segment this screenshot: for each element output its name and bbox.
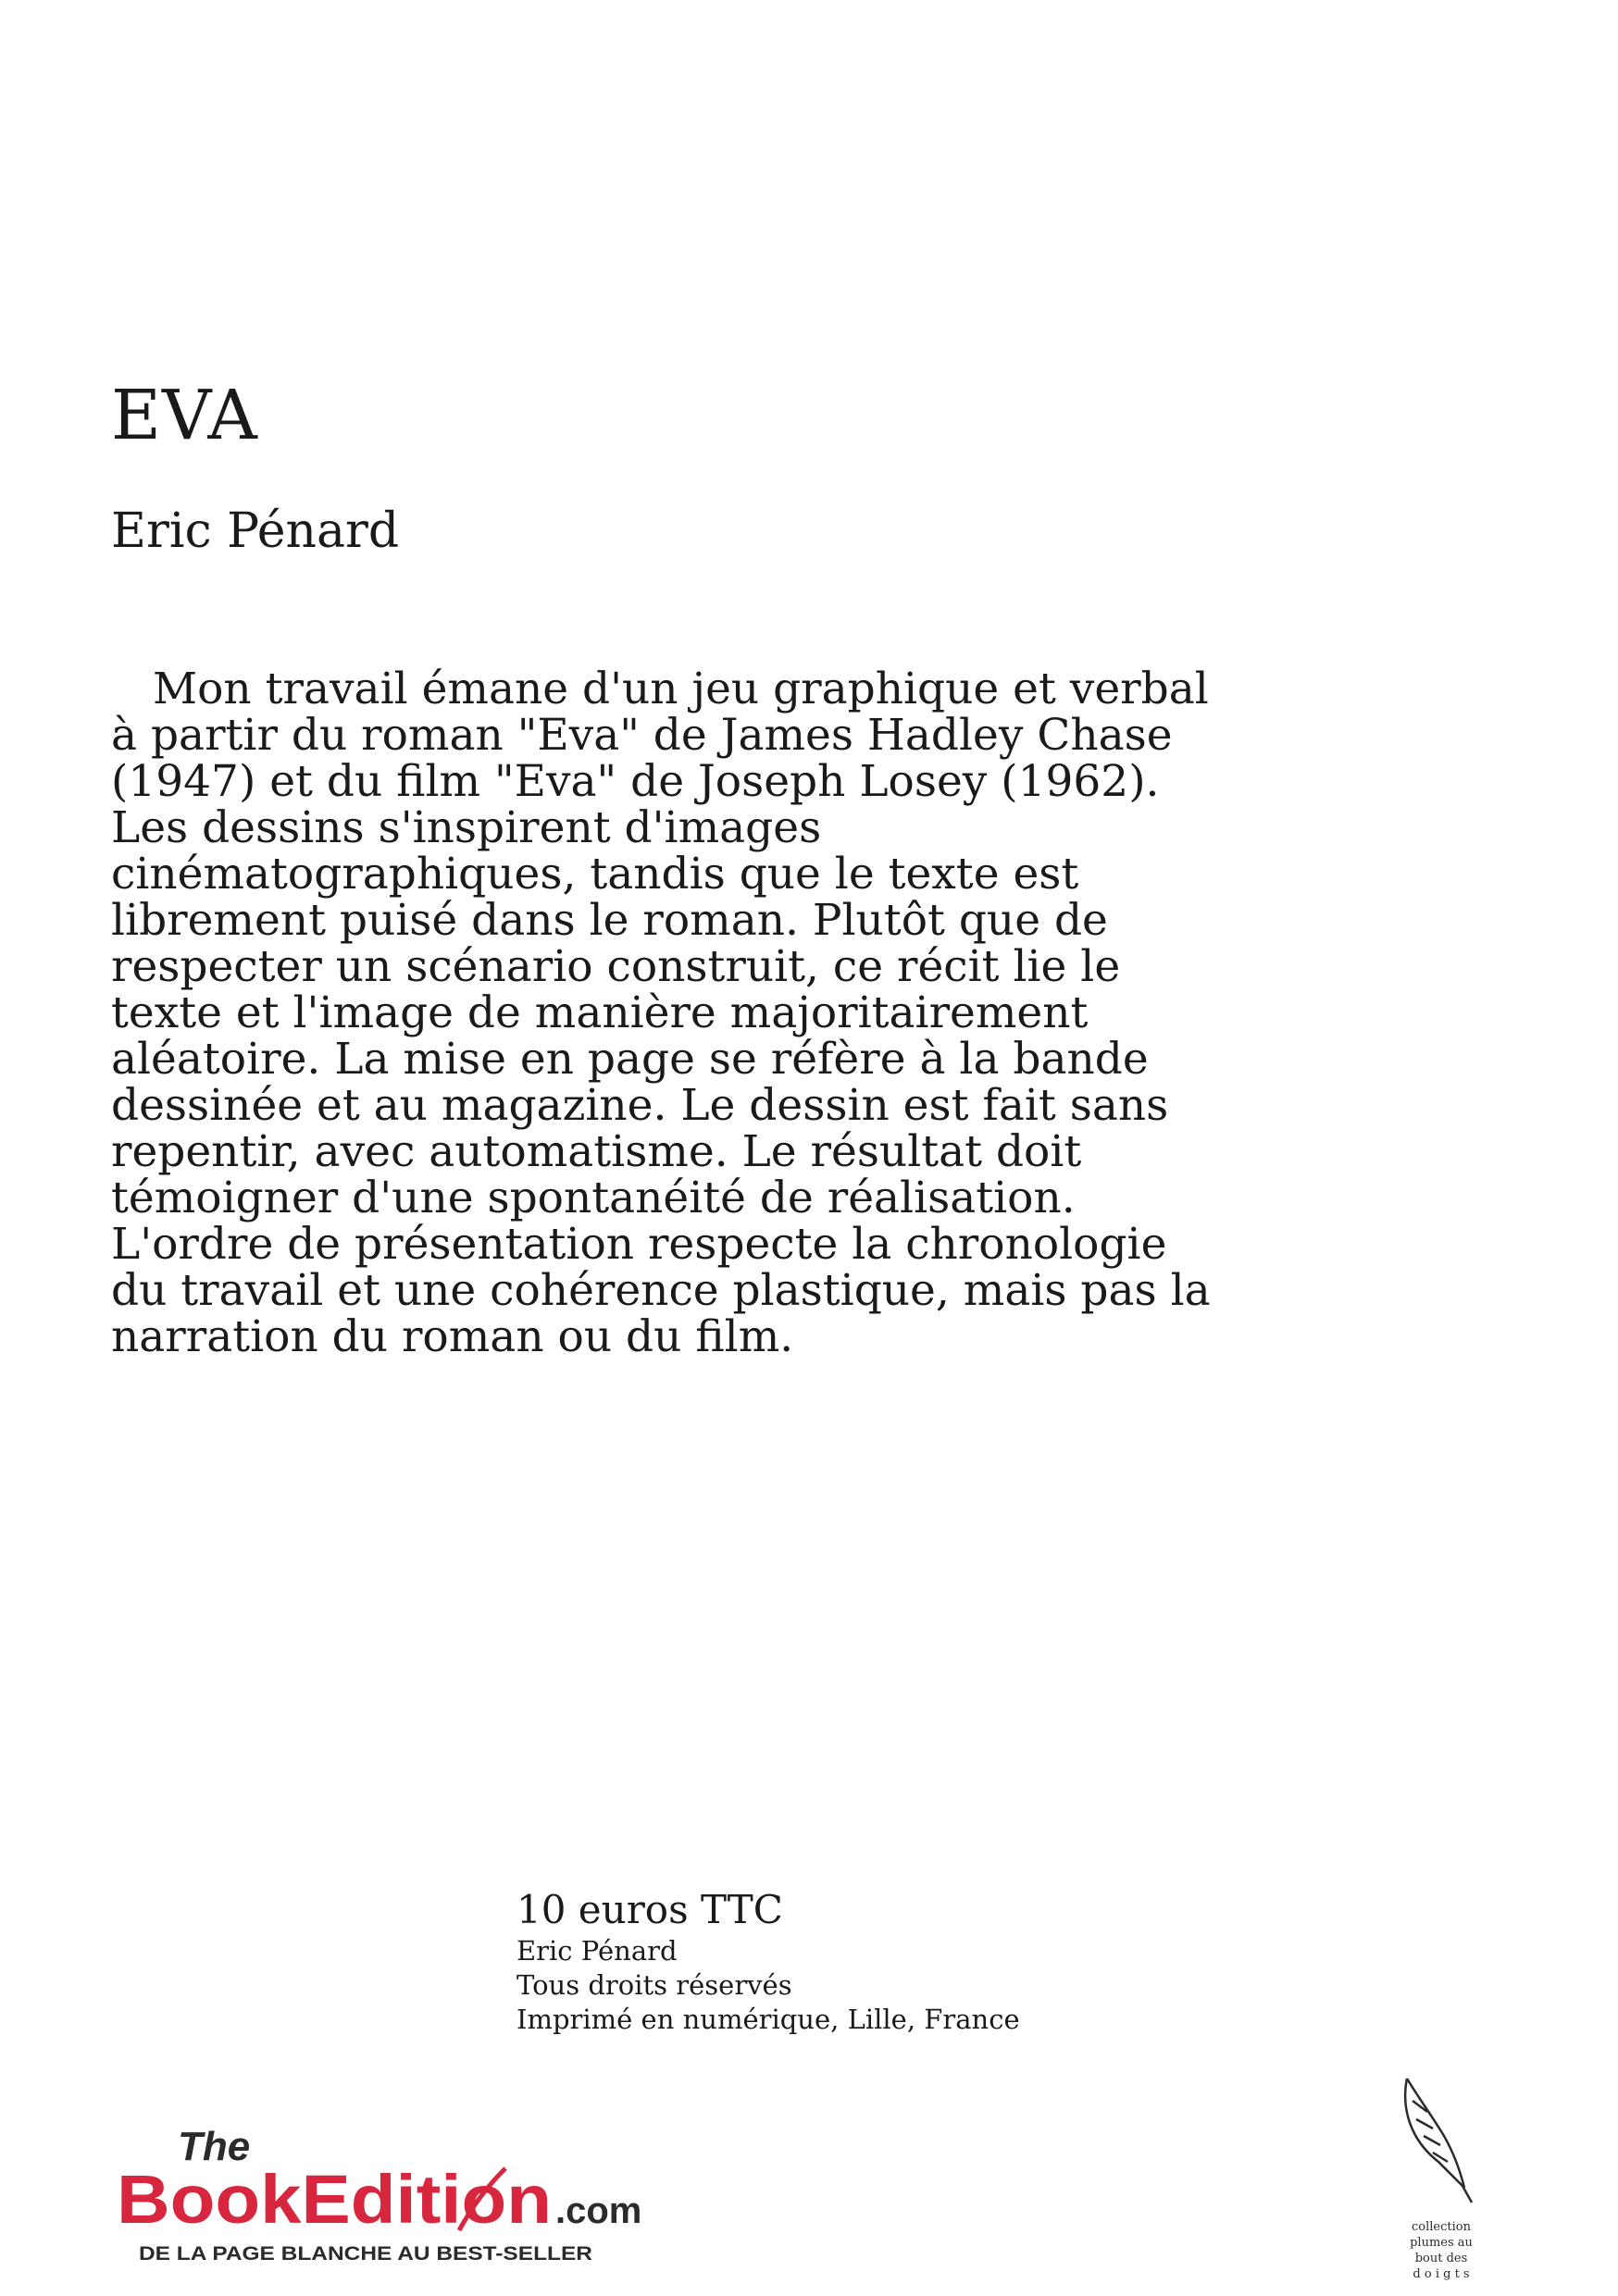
logo-brand-part1: BookEditi [117, 2161, 437, 2238]
collection-line-1: collection [1412, 2220, 1471, 2234]
book-blurb: Mon travail émane d'un jeu graphique et verbal à partir du roman "Eva" de James Hadley Chase (1947) et du film "Eva" de Joseph Losey (1962). Les dessins s'inspirent d'images cinématographiques, tandis que le texte est librement puisé dans le roman. Plutôt que de respecter un scénario construit, ce récit lie le texte et l'image de manière majoritairement aléatoire. La mise en page se réfère à la bande dessinée et au magazine. Le dessin est fait sans repentir, avec automatisme. Le résultat doit témoigner d'une spontanéité de réalisation. L'ordre de présentation respecte la chronologie du travail et une cohérence plastique, mais pas la narration du roman ou du film. [111, 664, 1211, 1362]
collection-mark [1390, 2069, 1492, 2282]
logo-tagline: DE LA PAGE BLANCHE AU BEST-SELLER [139, 2243, 592, 2265]
quill-icon [1405, 2079, 1472, 2203]
collection-line-3: bout des [1414, 2252, 1468, 2265]
colophon-printing: Imprimé en numérique, Lille, France [517, 2004, 1020, 2035]
book-author: Eric Pénard [111, 503, 400, 559]
bookedition-logo [117, 2117, 672, 2265]
collection-line-4: d o i g t s [1413, 2267, 1470, 2281]
colophon-rights: Tous droits réservés [517, 1969, 792, 2001]
colophon [517, 1887, 1020, 2037]
price: 10 euros TTC [517, 1887, 783, 1932]
collection-line-2: plumes au [1410, 2236, 1473, 2250]
logo-brand-part2: n [506, 2161, 549, 2238]
colophon-author: Eric Pénard [517, 1935, 678, 1967]
logo-the: The [178, 2124, 251, 2169]
logo-brand-suffix: .com [555, 2191, 642, 2231]
logo-brand-o: o [461, 2161, 504, 2238]
book-title: EVA [111, 376, 258, 455]
logo-brand [117, 2161, 552, 2238]
